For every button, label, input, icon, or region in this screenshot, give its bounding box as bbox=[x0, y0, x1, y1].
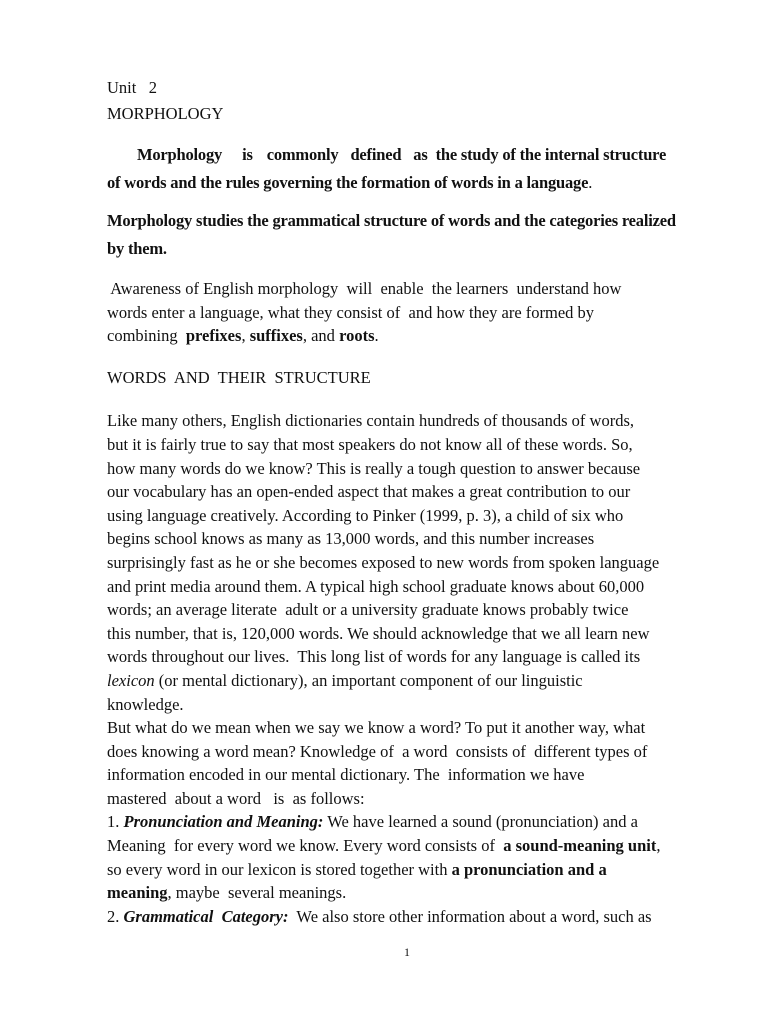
list-item-1-line-1 bbox=[107, 810, 719, 834]
definition-paragraph bbox=[107, 141, 719, 197]
definition-word: commonly bbox=[266, 145, 339, 164]
body-line: mastered about a word is as follows: bbox=[107, 788, 365, 808]
list-item-text: We also store other information about a word, such as bbox=[288, 906, 652, 926]
grammatical-def-line-1: Morphology studies the grammatical structure of words and the categories realized bbox=[107, 211, 676, 230]
awareness-text: , bbox=[241, 326, 250, 346]
definition-period: . bbox=[588, 173, 593, 192]
body-line: our vocabulary has an open-ended aspect that makes a great contribution to our bbox=[107, 482, 631, 502]
section-heading: WORDS AND THEIR STRUCTURE bbox=[107, 367, 371, 387]
definition-word: Morphology bbox=[137, 145, 223, 164]
definition-word: the study of the internal structure bbox=[435, 145, 667, 164]
term-prefixes: prefixes bbox=[185, 326, 242, 346]
term-pronunciation-meaning: a pronunciation and a bbox=[451, 859, 607, 879]
body-line: and print media around them. A typical high school graduate knows about 60,000 bbox=[107, 576, 645, 596]
list-number: 1. bbox=[107, 812, 124, 832]
body-line: surprisingly fast as he or she becomes exposed to new words from spoken language bbox=[107, 552, 660, 572]
list-item-label: Grammatical Category: bbox=[123, 906, 289, 926]
lexicon-text: (or mental dictionary), an important component of our linguistic bbox=[154, 670, 583, 690]
awareness-text: , and bbox=[302, 326, 340, 346]
body-line: using language creatively. According to Pinker (1999, p. 3), a child of six who bbox=[107, 505, 624, 525]
page-number: 1 bbox=[404, 945, 410, 959]
awareness-text: . bbox=[374, 326, 379, 346]
awareness-text: combining bbox=[107, 326, 186, 346]
list-item-1-line-2 bbox=[107, 834, 719, 858]
awareness-paragraph bbox=[107, 277, 719, 348]
list-item-2-line-1 bbox=[107, 905, 719, 929]
body-line: words throughout our lives. This long list of words for any language is called its bbox=[107, 647, 641, 667]
definition-word: is bbox=[242, 145, 253, 164]
body-line: but it is fairly true to say that most speakers do not know all of these words. So, bbox=[107, 434, 633, 454]
chapter-title: MORPHOLOGY bbox=[107, 104, 224, 123]
body-line: information encoded in our mental dictionary. The information we have bbox=[107, 765, 585, 785]
body-line: knowledge. bbox=[107, 694, 184, 714]
list-item-text: We have learned a sound (pronunciation) and a bbox=[323, 812, 638, 832]
term-lexicon: lexicon bbox=[107, 670, 155, 690]
body-line: But what do we mean when we say we know a word? To put it another way, what bbox=[107, 718, 646, 738]
list-item-label: Pronunciation and Meaning: bbox=[123, 812, 324, 832]
body-line: does knowing a word mean? Knowledge of a word consists of different types of bbox=[107, 741, 648, 761]
definition-line-1 bbox=[107, 141, 719, 169]
list-item-text: , maybe several meanings. bbox=[167, 883, 347, 903]
grammatical-def-line-2: by them. bbox=[107, 239, 167, 258]
term-roots: roots bbox=[339, 326, 375, 346]
definition-word: defined bbox=[350, 145, 402, 164]
grammatical-definition-paragraph bbox=[107, 207, 719, 263]
unit-label: Unit 2 bbox=[107, 78, 157, 97]
term-suffixes: suffixes bbox=[249, 326, 303, 346]
body-line: this number, that is, 120,000 words. We should acknowledge that we all learn new bbox=[107, 623, 650, 643]
lexicon-line bbox=[107, 669, 719, 693]
list-item-1-line-4 bbox=[107, 881, 719, 905]
awareness-line-2: words enter a language, what they consist of and how they are formed by bbox=[107, 302, 595, 322]
body-line: begins school knows as many as 13,000 words, and this number increases bbox=[107, 529, 595, 549]
body-line: how many words do we know? This is really a tough question to answer because bbox=[107, 458, 641, 478]
term-meaning: meaning bbox=[107, 883, 168, 903]
list-item-1-line-3 bbox=[107, 858, 719, 882]
definition-line-2 bbox=[107, 169, 719, 197]
document-page bbox=[107, 76, 719, 928]
term-sound-meaning-unit: a sound-meaning unit bbox=[503, 836, 657, 856]
list-item-text: , bbox=[656, 836, 661, 856]
body-line: words; an average literate adult or a university graduate knows probably twice bbox=[107, 600, 629, 620]
body-paragraph bbox=[107, 409, 719, 928]
definition-text: of words and the rules governing the formation of words in a language bbox=[107, 173, 589, 192]
list-item-text: Meaning for every word we know. Every word consists of bbox=[107, 836, 504, 856]
list-number: 2. bbox=[107, 906, 124, 926]
list-item-text: so every word in our lexicon is stored together with bbox=[107, 859, 452, 879]
definition-word: as bbox=[413, 145, 428, 164]
awareness-line-3 bbox=[107, 324, 719, 348]
awareness-line-1: Awareness of English morphology will enable the learners understand how bbox=[107, 279, 622, 298]
body-line: Like many others, English dictionaries contain hundreds of thousands of words, bbox=[107, 411, 634, 431]
